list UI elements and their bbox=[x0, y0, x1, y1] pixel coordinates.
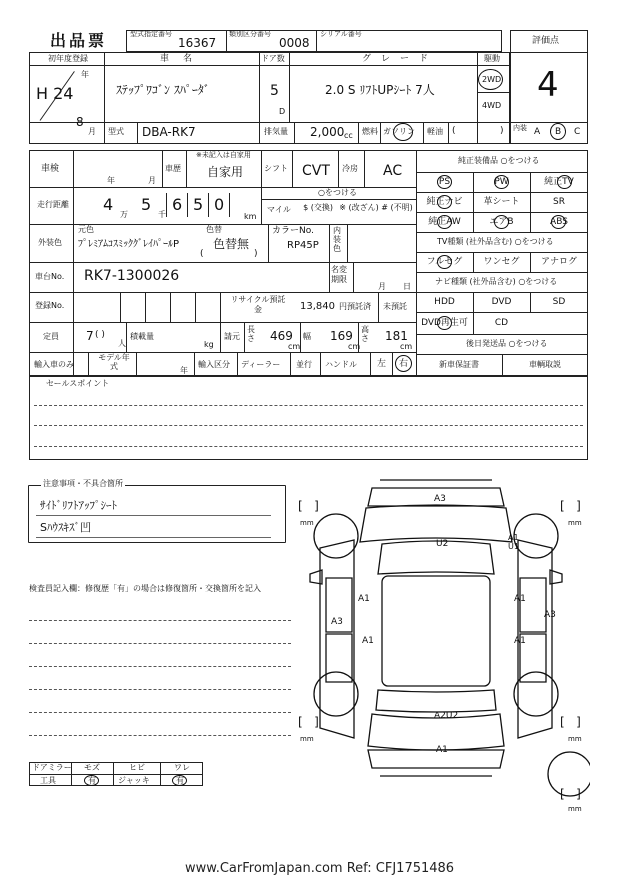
navi-sd: SD bbox=[552, 297, 566, 307]
shift-value: CVT bbox=[302, 163, 330, 179]
doors-sub: D bbox=[279, 107, 286, 116]
name-change-month: 月 bbox=[378, 282, 386, 291]
jack-mark: 有 bbox=[176, 776, 184, 785]
history-label: 車歴 bbox=[165, 164, 181, 173]
navi-hdd: HDD bbox=[434, 297, 455, 307]
reg-no-label: 登録No. bbox=[35, 301, 65, 310]
capacity-value: 7 bbox=[86, 329, 94, 343]
equip-leather: 革シート bbox=[483, 197, 520, 207]
inspection-month: 月 bbox=[148, 176, 156, 185]
handle-label: ハンドル bbox=[325, 360, 357, 369]
car-name-value: ｽﾃｯﾌﾟﾜｺﾞﾝ ｽﾊﾟｰﾀﾞ bbox=[116, 83, 210, 97]
type-designation-label: 型式指定番号 bbox=[130, 30, 172, 38]
tools-circle bbox=[84, 775, 99, 786]
equip-navi: 純正ナビ bbox=[426, 197, 463, 207]
history-value: 自家用 bbox=[207, 165, 244, 179]
capacity-label: 定員 bbox=[43, 332, 59, 341]
request-label: 請元 bbox=[224, 332, 240, 341]
grade-label: グレード bbox=[362, 54, 439, 64]
color-no-label: カラーNo. bbox=[272, 226, 314, 236]
notes-box bbox=[28, 485, 286, 543]
cooler-value: AC bbox=[383, 163, 403, 179]
name-change-label: 名変期限 bbox=[331, 265, 347, 284]
equip-pw-circle bbox=[494, 175, 509, 189]
load-unit: kg bbox=[204, 340, 214, 349]
height-unit: cm bbox=[400, 342, 413, 351]
length-value: 469 bbox=[270, 329, 293, 343]
capacity-unit: 人 bbox=[118, 339, 126, 348]
equip-aw-circle bbox=[437, 215, 452, 229]
displacement-label: 排気量 bbox=[264, 127, 288, 136]
handle-right-circle bbox=[395, 355, 412, 372]
inspection-year: 年 bbox=[107, 176, 115, 185]
drive-2wd-circle bbox=[478, 69, 503, 90]
equip-sr: SR bbox=[553, 197, 565, 207]
interior-color-label: 内装色 bbox=[333, 226, 341, 253]
model-label: 型式 bbox=[108, 127, 124, 136]
mark-right-top: A1 U1 bbox=[508, 533, 519, 551]
mark-rear-hatch: A2U2 bbox=[434, 711, 459, 721]
tire-fr-mm: mm bbox=[568, 519, 582, 527]
cooler-label: 冷房 bbox=[342, 164, 358, 173]
mile-exchange: $ (交換) bbox=[303, 203, 333, 212]
dealer-label: ディーラー bbox=[241, 360, 281, 369]
import-label: 輸入車のみ bbox=[34, 360, 74, 369]
color-label: 外装色 bbox=[38, 238, 62, 247]
notes-line-2: Sﾊｳｽｷｽﾞ凹 bbox=[40, 521, 91, 534]
tire-fl-mm: mm bbox=[300, 519, 314, 527]
fuel-label: 燃料 bbox=[362, 127, 378, 136]
navi-dvd: DVD bbox=[491, 297, 512, 307]
first-reg-year-unit: 年 bbox=[81, 70, 89, 79]
color-change-value: 色替無 bbox=[213, 237, 250, 251]
navi-dvd-play-circle bbox=[437, 316, 452, 330]
frame-label: 車台No. bbox=[35, 272, 65, 281]
height-value: 181 bbox=[385, 329, 408, 343]
recycle-value: 13,840 bbox=[300, 301, 335, 312]
equip-navi-circle bbox=[437, 195, 452, 209]
mileage-unit-sen: 千 bbox=[158, 210, 166, 219]
width-unit: cm bbox=[348, 342, 361, 351]
color-orig-label: 元色 bbox=[78, 225, 94, 234]
recycle-unit: 円預託済 bbox=[339, 302, 371, 311]
name-change-day: 日 bbox=[403, 282, 411, 291]
model-year-label: モデル年式 bbox=[98, 353, 130, 371]
tire-rl-mm: mm bbox=[300, 735, 314, 743]
model-value: DBA-RK7 bbox=[142, 125, 196, 139]
equip-tv: 純正TV bbox=[544, 177, 574, 187]
interior-a: A bbox=[534, 127, 541, 137]
handle-left: 左 bbox=[377, 359, 387, 369]
mark-front: A3 bbox=[434, 494, 446, 504]
fuel-gasoline: ガソリン bbox=[383, 127, 415, 136]
parallel-label: 並行 bbox=[296, 360, 312, 369]
tools-mark: 有 bbox=[88, 776, 96, 785]
mirror-ware: ワレ bbox=[174, 763, 190, 772]
tv-fullseg-circle bbox=[437, 255, 452, 269]
length-label: 長さ bbox=[247, 325, 255, 343]
tire-rr-mm: mm bbox=[568, 735, 582, 743]
equip-airbag-circle bbox=[494, 215, 509, 229]
notes-line-1: ｻｲﾄﾞﾘﾌﾄｱｯﾌﾟｼｰﾄ bbox=[40, 499, 117, 512]
frame-value: RK7-1300026 bbox=[84, 268, 180, 284]
type-designation-value: 16367 bbox=[178, 36, 217, 50]
drive-label: 駆動 bbox=[484, 54, 500, 63]
handle-right: 右 bbox=[399, 359, 409, 369]
mile-tamper: ※ (改ざん) bbox=[339, 203, 379, 212]
grade-value: 2.0 S ﾘﾌﾄUPｼｰﾄ 7人 bbox=[325, 83, 435, 97]
tv-oneseg: ワンセグ bbox=[483, 257, 520, 267]
docs-title: 後日発送品 ○をつける bbox=[466, 339, 548, 348]
doc-manual: 車輌取説 bbox=[529, 360, 561, 369]
doors-label: ドア数 bbox=[261, 54, 285, 63]
width-value: 169 bbox=[330, 329, 353, 343]
mark-right-panel: A3 bbox=[544, 610, 556, 620]
mirror-hibi: ヒビ bbox=[129, 763, 145, 772]
equip-abs: ABS bbox=[550, 217, 568, 227]
equip-ps: PS bbox=[438, 177, 451, 187]
mileage-unit: km bbox=[244, 212, 257, 221]
score-label: 評価点 bbox=[532, 36, 560, 46]
interior-c: C bbox=[574, 127, 581, 137]
model-year-unit: 年 bbox=[180, 366, 188, 375]
mileage-digit-2: 5 bbox=[141, 195, 152, 214]
recycle-label: リサイクル預託金 bbox=[230, 295, 286, 314]
mark-right-front-door: A1 bbox=[514, 594, 526, 604]
mark-left-rear-door: A1 bbox=[362, 636, 374, 646]
category-value: 0008 bbox=[279, 36, 310, 50]
tire-spare-mm: mm bbox=[568, 805, 582, 813]
sales-point-label: セールスポイント bbox=[46, 379, 110, 388]
doors-value: 5 bbox=[270, 83, 279, 99]
doc-warranty: 新車保証書 bbox=[439, 360, 479, 369]
first-reg-era: H 24 bbox=[36, 84, 74, 103]
displacement-unit: cc bbox=[344, 131, 353, 140]
equip-tv-circle bbox=[557, 175, 572, 189]
mirror-mote: モズ bbox=[84, 763, 100, 772]
mile-label: マイル bbox=[267, 205, 291, 214]
displacement-value: 2,000 bbox=[310, 125, 345, 139]
fuel-circle bbox=[393, 123, 413, 141]
length-unit: cm bbox=[288, 342, 301, 351]
interior-b: B bbox=[555, 127, 562, 137]
serial-label: シリアル番号 bbox=[320, 30, 362, 38]
notes-label: 注意事項・不具合箇所 bbox=[43, 479, 123, 488]
jack-circle bbox=[172, 775, 187, 786]
sales-point-box bbox=[29, 376, 588, 460]
mileage-unit-man: 万 bbox=[120, 210, 128, 219]
mileage-digit-4: 5 bbox=[193, 195, 204, 214]
color-value: ﾌﾟﾚﾐｱﾑｺｽﾐｯｸｸﾞﾚｲﾊﾟｰﾙP bbox=[78, 239, 180, 250]
navi-dvd-play: DVD再生可 bbox=[421, 318, 468, 328]
color-change-label: 色替 bbox=[206, 225, 222, 234]
first-reg-month: 8 bbox=[76, 115, 84, 129]
mileage-digit-5: 0 bbox=[214, 195, 225, 214]
mark-left-panel: A3 bbox=[331, 617, 343, 627]
load-label: 積載量 bbox=[130, 332, 154, 341]
first-reg-month-unit: 月 bbox=[88, 127, 96, 136]
car-name-label: 車名 bbox=[160, 54, 207, 64]
shift-label: シフト bbox=[264, 164, 288, 173]
width-label: 幅 bbox=[303, 332, 311, 341]
mile-unknown: # (不明) bbox=[381, 203, 413, 212]
tools-label: 工具 bbox=[40, 776, 56, 785]
mile-circle-note: ○をつける bbox=[318, 188, 357, 197]
drive-4wd: 4WD bbox=[482, 101, 502, 110]
mark-rear-bumper: A1 bbox=[436, 745, 448, 755]
fuel-diesel: 軽油 bbox=[427, 127, 443, 136]
score-value: 4 bbox=[537, 65, 559, 105]
door-mirror-label: ドアミラー bbox=[32, 763, 72, 772]
recycle-none: 未預託 bbox=[383, 302, 407, 311]
equip-abs-circle bbox=[551, 215, 566, 229]
mileage-label: 走行距離 bbox=[37, 200, 69, 209]
mark-right-rear-door: A1 bbox=[514, 636, 526, 646]
jack-label: ジャッキ bbox=[118, 776, 150, 785]
navi-type-title: ナビ種類 (社外品含む) ○をつける bbox=[435, 277, 558, 286]
footer-watermark: www.CarFromJapan.com Ref: CFJ1751486 bbox=[185, 861, 455, 876]
tv-type-title: TV種類 (社外品含む) ○をつける bbox=[437, 237, 554, 246]
equip-aw: 純正AW bbox=[428, 217, 461, 227]
equip-airbag: エアB bbox=[489, 217, 514, 227]
equip-pw: PW bbox=[494, 177, 509, 187]
color-no-value: RP45P bbox=[287, 240, 319, 251]
history-note: ※未記入は自家用 bbox=[196, 151, 251, 159]
navi-cd: CD bbox=[494, 318, 509, 328]
interior-b-circle bbox=[550, 123, 566, 140]
inspector-label: 検査員記入欄：修復歴「有」の場合は修復箇所・交換箇所を記入 bbox=[29, 584, 261, 593]
mark-left-front-door: A1 bbox=[358, 594, 370, 604]
equipment-title: 純正装備品 ○をつける bbox=[458, 156, 540, 165]
equip-ps-circle bbox=[437, 175, 452, 189]
first-reg-label: 初年度登録 bbox=[48, 54, 88, 63]
tv-analog: アナログ bbox=[540, 257, 577, 267]
inspection-label: 車検 bbox=[41, 164, 60, 174]
form-title: 出品票 bbox=[50, 31, 108, 50]
category-label: 類別区分番号 bbox=[229, 30, 271, 38]
mileage-digit-1: 4 bbox=[103, 195, 114, 214]
tv-fullseg: フルセグ bbox=[426, 257, 463, 267]
mark-roof: U2 bbox=[436, 539, 449, 549]
height-label: 高さ bbox=[361, 325, 369, 343]
drive-2wd: 2WD bbox=[482, 75, 502, 84]
import-type-label: 輸入区分 bbox=[198, 360, 230, 369]
mileage-digit-3: 6 bbox=[172, 195, 183, 214]
car-diagram bbox=[290, 478, 590, 818]
interior-label: 内装 bbox=[513, 124, 527, 132]
